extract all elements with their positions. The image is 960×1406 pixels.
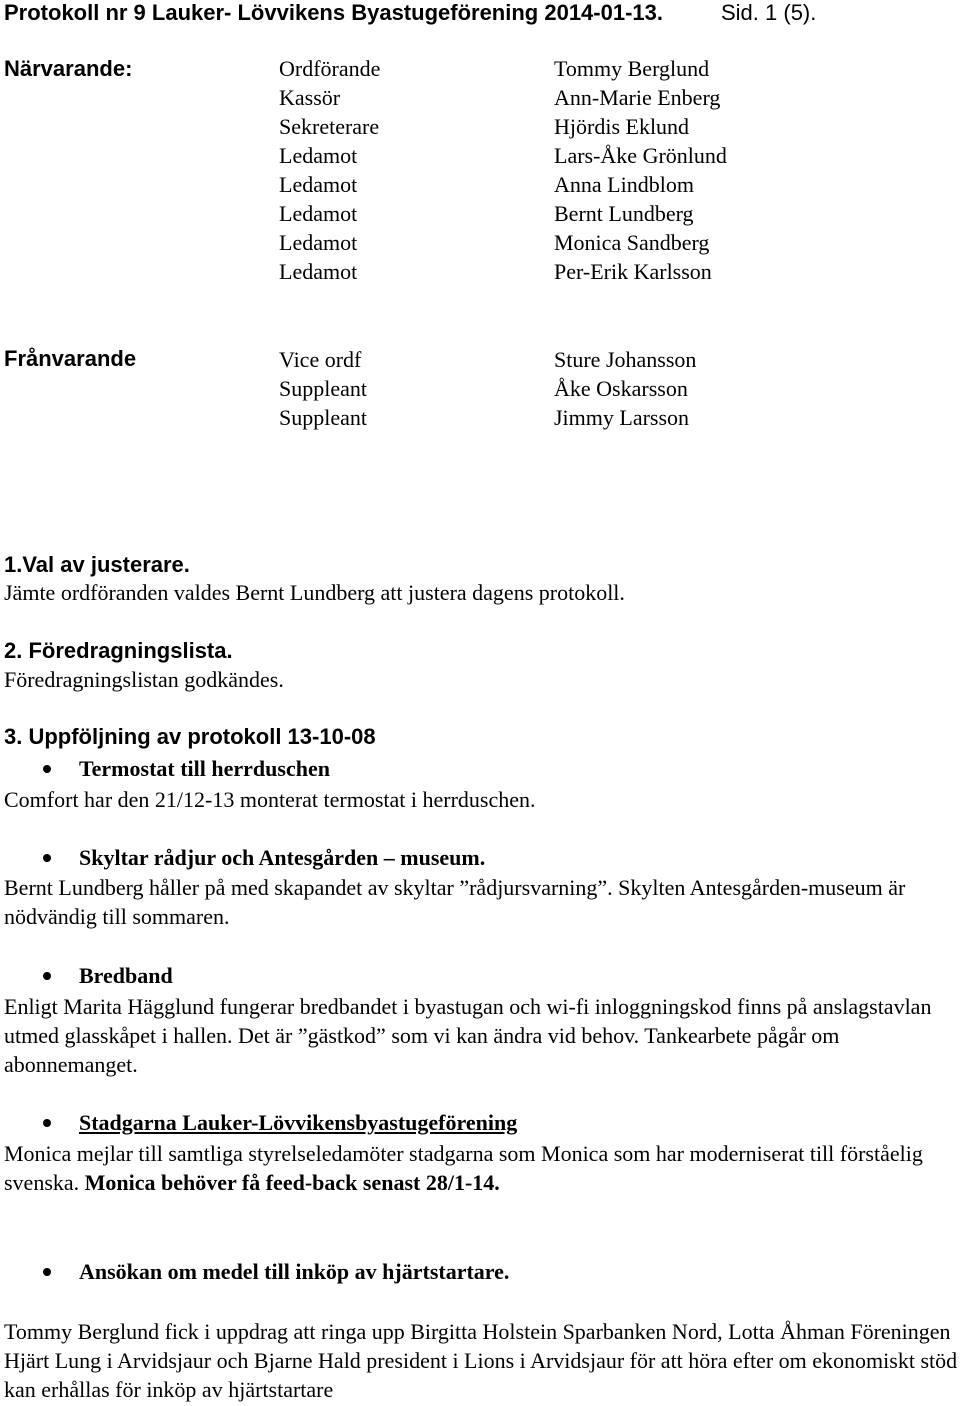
signs-text: Bernt Lundberg håller på med skapandet av skyltar ”rådjursvarning”. Skylten Antesgården-museum är nödvändig till sommaren. xyxy=(4,875,906,929)
member-name: Åke Oskarsson xyxy=(554,376,688,401)
member-role: Suppleant xyxy=(279,405,367,430)
document-title: Protokoll nr 9 Lauker- Lövvikens Byastugeförening 2014-01-13. xyxy=(4,0,663,25)
member-role: Ledamot xyxy=(279,201,358,226)
absent-label: Frånvarande xyxy=(4,346,137,371)
document-header xyxy=(4,0,816,26)
member-name: Per-Erik Karlsson xyxy=(554,259,712,284)
member-role: Ledamot xyxy=(279,259,358,284)
present-member-row xyxy=(279,83,727,112)
present-label: Närvarande: xyxy=(4,56,133,81)
section-2-heading: 2. Föredragningslista. xyxy=(4,638,233,663)
section-1-heading: 1.Val av justerare. xyxy=(4,552,190,577)
member-name: Sture Johansson xyxy=(554,347,697,372)
absent-roster xyxy=(279,345,696,432)
statutes-text xyxy=(4,1139,960,1197)
member-role: Ledamot xyxy=(279,143,358,168)
present-member-row xyxy=(279,54,727,83)
present-member-row xyxy=(279,199,727,228)
member-name: Jimmy Larsson xyxy=(554,405,690,430)
defibrillator-text: Tommy Berglund fick i uppdrag att ringa upp Birgitta Holstein Sparbanken Nord, Lotta Åhman Föreningen Hjärt Lung i Arvidsjaur och Bjarne Hald president i Lions i Arvidsjaur för att höra efter om ekonomiskt stöd kan erhållas för inköp av hjärtstartare xyxy=(4,1319,958,1402)
section-2-text: Föredragningslistan godkändes. xyxy=(4,667,284,692)
member-name: Ann-Marie Enberg xyxy=(554,85,721,110)
statutes-text-body: Monica mejlar till samtliga styrelseledamöter stadgarna som Monica som har moderniserat till förståelig svenska. xyxy=(4,1141,923,1195)
member-role: Ledamot xyxy=(279,172,358,197)
present-member-row xyxy=(279,257,727,286)
absent-member-row xyxy=(279,403,696,432)
page-number: Sid. 1 (5). xyxy=(721,0,817,25)
bullet-title: Skyltar rådjur och Antesgården – museum. xyxy=(79,845,486,870)
bullet-dot-icon xyxy=(43,854,51,862)
thermostat-text: Comfort har den 21/12-13 monterat termostat i herrduschen. xyxy=(4,787,536,812)
broadband-text: Enligt Marita Hägglund fungerar bredbandet i byastugan och wi-fi inloggningskod finns på anslagstavlan utmed glasskåpet i hallen. Det är ”gästkod” som vi kan ändra vid behov. Tankearbete pågår om abonnemanget. xyxy=(4,994,932,1077)
bullet-dot-icon xyxy=(43,972,51,980)
absent-member-row xyxy=(279,345,696,374)
member-role: Ordförande xyxy=(279,56,381,81)
bullet-dot-icon xyxy=(43,765,51,773)
bullet-title: Termostat till herrduschen xyxy=(79,756,330,781)
member-role: Sekreterare xyxy=(279,114,380,139)
present-member-row xyxy=(279,228,727,257)
bullet-dot-icon xyxy=(43,1119,51,1127)
statutes-text-deadline: Monica behöver få feed-back senast 28/1-14. xyxy=(84,1170,500,1195)
member-role: Kassör xyxy=(279,85,341,110)
member-name: Hjördis Eklund xyxy=(554,114,690,139)
absent-member-row xyxy=(279,374,696,403)
present-member-row xyxy=(279,141,727,170)
bullet-title: Bredband xyxy=(79,963,173,988)
member-role: Vice ordf xyxy=(279,347,362,372)
section-1-text: Jämte ordföranden valdes Bernt Lundberg att justera dagens protokoll. xyxy=(4,580,625,605)
present-member-row xyxy=(279,170,727,199)
bullet-title: Ansökan om medel till inköp av hjärtstartare. xyxy=(79,1259,510,1284)
bullet-title: Stadgarna Lauker-Lövvikensbyastugeförening xyxy=(79,1110,518,1135)
section-3-heading: 3. Uppföljning av protokoll 13-10-08 xyxy=(4,724,376,749)
member-name: Monica Sandberg xyxy=(554,230,710,255)
member-name: Lars-Åke Grönlund xyxy=(554,143,727,168)
present-roster xyxy=(279,54,727,286)
member-name: Tommy Berglund xyxy=(554,56,710,81)
member-role: Ledamot xyxy=(279,230,358,255)
member-role: Suppleant xyxy=(279,376,367,401)
member-name: Anna Lindblom xyxy=(554,172,694,197)
member-name: Bernt Lundberg xyxy=(554,201,694,226)
present-member-row xyxy=(279,112,727,141)
bullet-dot-icon xyxy=(43,1268,51,1276)
